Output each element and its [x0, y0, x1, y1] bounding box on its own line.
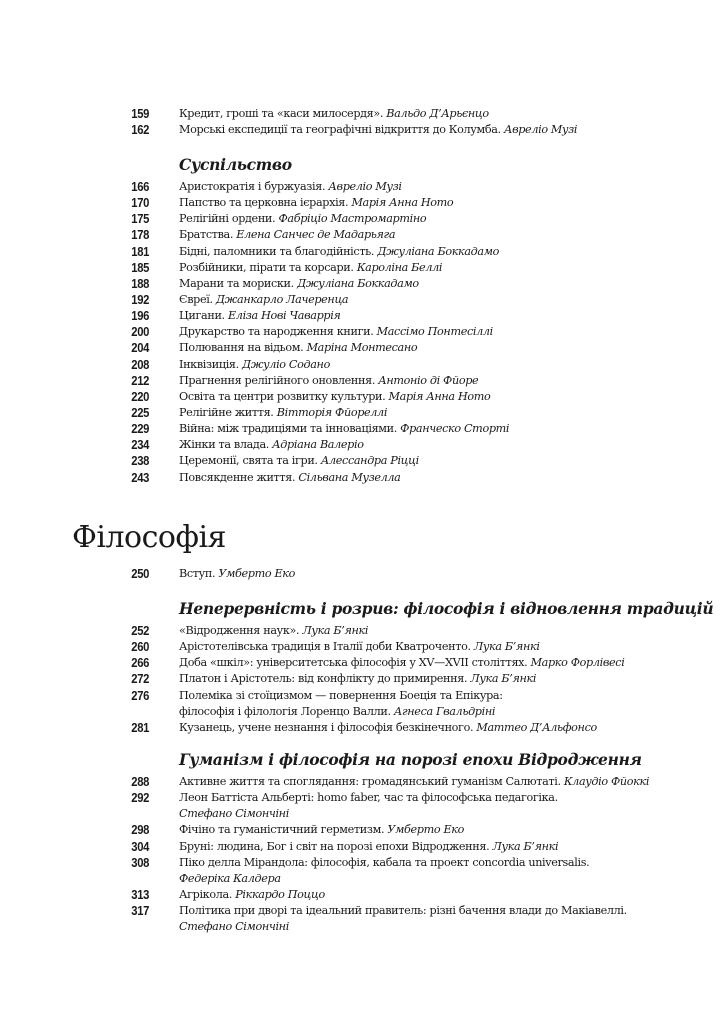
page-number: 166	[131, 180, 149, 194]
entry-text	[179, 308, 340, 324]
entry-author: Марко Форлівесі	[530, 656, 625, 670]
entry-author: Клаудіо Фйоккі	[563, 775, 650, 788]
toc-entry	[0, 357, 725, 373]
entry-text	[179, 720, 597, 736]
entry-title: Євреї.	[179, 292, 216, 306]
toc-entry	[0, 340, 725, 356]
toc-entry	[0, 720, 725, 736]
page-number: 175	[131, 212, 149, 227]
toc-entry	[0, 671, 725, 687]
entry-text	[179, 373, 478, 389]
entry-author: Федеріка Калдера	[179, 871, 281, 885]
entry-title: Інквізиція.	[179, 357, 243, 371]
toc-entry	[0, 704, 725, 720]
entry-text	[179, 887, 325, 903]
toc-entry	[0, 405, 725, 421]
entry-title: Доба «шкіл»: університетська філософія у XV—XVII століттях.	[179, 656, 531, 670]
humanism-entries	[0, 774, 725, 935]
entry-author: Джуліана Боккадамо	[297, 276, 419, 290]
entry-title: Морські експедиції та географічні відкриття до Колумба.	[179, 123, 504, 137]
page-number: 234	[131, 438, 149, 453]
toc-entry	[0, 373, 725, 389]
entry-author: Алессандра Ріцці	[320, 454, 419, 468]
entry-text	[179, 855, 589, 871]
entry-author: Стефано Сімончіні	[179, 920, 289, 934]
entry-title: Релігійні ордени.	[179, 212, 279, 226]
entry-title: Бідні, паломники та благодійність.	[179, 244, 378, 258]
page-number: 159	[131, 107, 149, 121]
entry-text	[179, 470, 400, 486]
entry-text	[179, 211, 426, 227]
toc-entry	[0, 227, 725, 243]
entry-author: Маттео Д’Альфонсо	[476, 720, 597, 734]
toc-entry	[0, 292, 725, 308]
continuity-entries	[0, 623, 725, 736]
page-number: 292	[131, 791, 149, 806]
toc-entry	[0, 308, 725, 324]
entry-title: Кредит, гроші та «каси милосердя».	[179, 107, 387, 120]
entry-author: Вітторія Фйореллі	[276, 405, 388, 419]
section-heading: Суспільство	[179, 155, 292, 174]
entry-author: Ріккардо Поццо	[235, 887, 325, 901]
entry-author: Вальдо Д’Арьєнцо	[386, 107, 489, 120]
page-number: 162	[131, 123, 149, 138]
entry-author: Джуліо Содано	[242, 357, 330, 371]
section-heading: Неперервність і розрив: філософія і відновлення традицій	[179, 599, 714, 618]
page-number: 185	[131, 260, 149, 275]
entry-title: філософія і філологія Лоренцо Валли.	[179, 704, 394, 718]
toc-entry	[0, 623, 725, 639]
page-number: 250	[131, 567, 149, 581]
toc-entry	[0, 244, 725, 260]
entry-title: Активне життя та споглядання: громадянський гуманізм Салютаті.	[179, 775, 564, 788]
entry-title: Полеміка зі стоїцизмом — повернення Боеція та Епікура:	[179, 688, 503, 702]
entry-text	[179, 639, 540, 655]
toc-entry	[0, 389, 725, 405]
entry-title: Братства.	[179, 228, 237, 242]
entry-author: Джуліана Боккадамо	[377, 244, 500, 258]
entry-title: Релігійне життя.	[179, 405, 277, 419]
page-number: 288	[131, 775, 149, 789]
toc-section-humanism	[0, 746, 725, 935]
page-number: 170	[131, 196, 149, 211]
entry-text	[179, 276, 419, 292]
entry-title: Агрікола.	[179, 887, 236, 901]
page-number: 225	[131, 405, 149, 420]
entry-author: Авреліо Музі	[328, 180, 402, 193]
entry-text	[179, 324, 493, 340]
toc-entry	[0, 774, 725, 790]
toc-entry	[0, 106, 725, 122]
toc-section-society	[0, 151, 725, 486]
page-number: 317	[131, 904, 149, 919]
toc-group-economy	[0, 106, 725, 138]
toc-entry	[0, 688, 725, 704]
entry-title: Політика при дворі та ідеальний правитель: різні бачення влади до Макіавеллі.	[179, 904, 627, 918]
chapter-title: Філософія	[72, 520, 226, 555]
toc-entry	[0, 453, 725, 469]
page-number: 212	[131, 373, 149, 388]
entry-author: Авреліо Музі	[503, 123, 578, 137]
entry-text	[179, 839, 558, 855]
page-number: 220	[131, 389, 149, 404]
entry-author: Марія Анна Ното	[351, 196, 454, 210]
entry-text	[179, 822, 464, 838]
page-number: 252	[131, 624, 149, 638]
page-number: 298	[131, 823, 149, 838]
entry-title: Папство та церковна ієрархія.	[179, 196, 352, 210]
entry-title: Бруні: людина, Бог і світ на порозі епохи Відродження.	[179, 839, 493, 853]
entry-text	[179, 453, 419, 469]
entry-author: Кароліна Беллі	[356, 260, 443, 274]
toc-entry	[0, 324, 725, 340]
entry-author: Умберто Еко	[218, 567, 295, 580]
toc-entry	[0, 276, 725, 292]
page-number: 238	[131, 454, 149, 469]
toc-entry	[0, 871, 725, 887]
toc-entry	[0, 806, 725, 822]
entry-text	[179, 437, 364, 453]
entry-text	[179, 195, 453, 211]
entry-title: Кузанець, учене незнання і філософія безкінечного.	[179, 720, 477, 734]
entry-text	[179, 919, 289, 935]
entry-title: Піко делла Мірандола: філософія, кабала та проект concordia universalis.	[179, 855, 590, 869]
entry-text	[179, 122, 577, 138]
page-number: 266	[131, 656, 149, 671]
page-number: 204	[131, 341, 149, 356]
entry-text	[179, 106, 489, 122]
entry-author: Лука Б’янкі	[473, 640, 540, 654]
entry-text	[179, 405, 387, 421]
entry-title: Арістотелівська традиція в Італії доби Кватроченто.	[179, 640, 474, 654]
toc-entry	[0, 421, 725, 437]
entry-title: Освіта та центри розвитку культури.	[179, 389, 389, 403]
page-number: 308	[131, 855, 149, 870]
toc-section-continuity	[0, 595, 725, 736]
entry-title: Війна: між традиціями та інноваціями.	[179, 422, 401, 436]
entry-text	[179, 244, 499, 260]
entry-author: Массімо Понтесіллі	[376, 325, 493, 339]
entry-text	[179, 903, 627, 919]
toc-entry	[0, 855, 725, 871]
entry-text	[179, 389, 490, 405]
page-number: 276	[131, 688, 149, 703]
entry-author: Антоніо ді Фйоре	[378, 373, 479, 387]
entry-title: Цигани.	[179, 309, 228, 323]
entry-text	[179, 260, 442, 276]
entry-title: Вступ.	[179, 567, 219, 580]
entry-author: Адріана Валеріо	[272, 438, 364, 452]
entry-author: Джанкарло Лачеренца	[215, 292, 349, 306]
entry-title: Прагнення релігійного оновлення.	[179, 373, 379, 387]
toc-entry	[0, 822, 725, 838]
entry-author: Лука Б’янкі	[492, 839, 559, 853]
toc-entry	[0, 655, 725, 671]
entry-author: Маріна Монтесано	[306, 341, 418, 355]
page-number: 192	[131, 292, 149, 307]
entry-author: Еліза Нові Чаваррія	[227, 309, 341, 323]
entry-author: Агнеса Гвальдріні	[393, 704, 496, 718]
entry-title: Марани та мориски.	[179, 276, 298, 290]
toc-entry	[0, 437, 725, 453]
page-number: 200	[131, 325, 149, 340]
entry-author: Сільвана Музелла	[298, 470, 401, 484]
entry-text	[179, 790, 558, 806]
page-number: 313	[131, 887, 149, 902]
entry-text	[179, 292, 348, 308]
page-number: 178	[131, 228, 149, 243]
entry-text	[179, 688, 503, 704]
entry-title: «Відродження наук».	[179, 624, 303, 637]
entry-title: Друкарство та народження книги.	[179, 325, 377, 339]
entry-text	[179, 357, 330, 373]
entry-text	[179, 623, 368, 639]
entry-text	[179, 227, 395, 243]
entry-text	[179, 421, 509, 437]
toc-entry	[0, 122, 725, 138]
entry-text	[179, 774, 649, 790]
toc-entry	[0, 470, 725, 486]
page-number: 260	[131, 640, 149, 655]
entry-title: Полювання на відьом.	[179, 341, 307, 355]
entry-author: Стефано Сімончіні	[179, 807, 289, 821]
toc-entry	[0, 179, 725, 195]
entry-text	[179, 340, 417, 356]
entry-author: Лука Б’янкі	[302, 624, 369, 637]
entry-title: Аристократія і буржуазія.	[179, 180, 329, 193]
page-number: 188	[131, 276, 149, 291]
entry-title: Фічіно та гуманістичний герметизм.	[179, 823, 388, 837]
toc-entry	[0, 639, 725, 655]
toc-entry	[0, 887, 725, 903]
entry-title: Церемонії, свята та ігри.	[179, 454, 321, 468]
page-number: 196	[131, 309, 149, 324]
page-number: 272	[131, 672, 149, 687]
entry-text	[179, 566, 295, 582]
page-number: 229	[131, 422, 149, 437]
entry-text	[179, 179, 402, 195]
toc-chapter-intro	[0, 566, 725, 582]
entry-title: Жінки та влада.	[179, 438, 273, 452]
page-number: 208	[131, 357, 149, 372]
toc-entry	[0, 903, 725, 919]
entry-title: Платон і Арістотель: від конфлікту до примирення.	[179, 672, 471, 686]
page-number: 281	[131, 720, 149, 735]
page-number: 181	[131, 244, 149, 259]
toc-entry	[0, 839, 725, 855]
entry-author: Лука Б’янкі	[470, 672, 537, 686]
entry-text	[179, 671, 536, 687]
toc-entry	[0, 566, 725, 582]
toc-entry	[0, 260, 725, 276]
page-number: 304	[131, 839, 149, 854]
entry-author: Франческо Сторті	[400, 422, 510, 436]
entry-author: Марія Анна Ното	[388, 389, 491, 403]
entry-title: Повсякденне життя.	[179, 470, 299, 484]
entry-text	[179, 655, 624, 671]
society-entries	[0, 179, 725, 486]
entry-author: Умберто Еко	[387, 823, 464, 837]
section-heading: Гуманізм і філософія на порозі епохи Відродження	[179, 750, 642, 769]
entry-author: Елена Санчес де Мадарьяга	[236, 228, 396, 242]
toc-entry	[0, 195, 725, 211]
toc-entry	[0, 211, 725, 227]
entry-title: Леон Баттіста Альберті: homo faber, час та філософська педагогіка.	[179, 791, 558, 805]
entry-author: Фабріціо Мастромартіно	[278, 212, 427, 226]
page-number: 243	[131, 470, 149, 485]
toc-entry	[0, 919, 725, 935]
entry-title: Розбійники, пірати та корсари.	[179, 260, 357, 274]
entry-text	[179, 806, 289, 822]
entry-text	[179, 704, 495, 720]
entry-text	[179, 871, 281, 887]
toc-entry	[0, 790, 725, 806]
